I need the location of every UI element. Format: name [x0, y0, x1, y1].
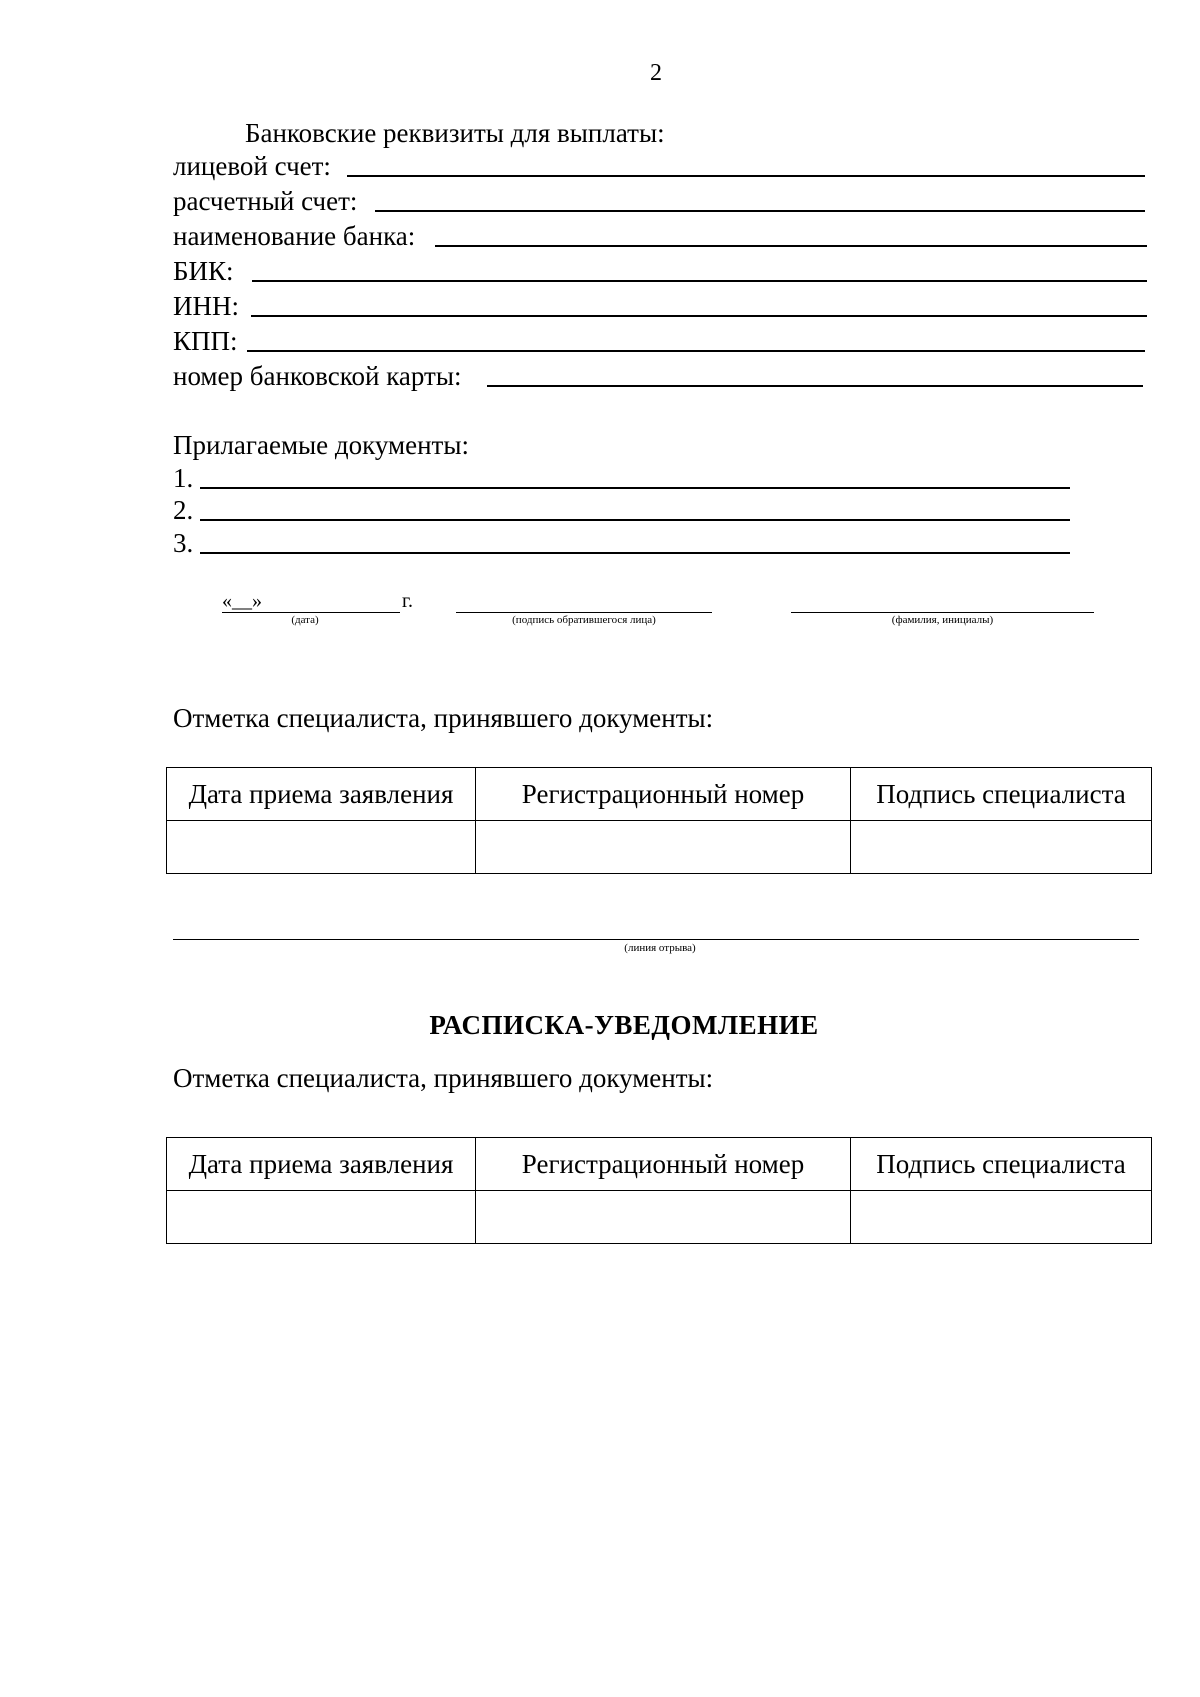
receipt-table	[166, 1137, 1152, 1244]
cell-registration-number[interactable]	[476, 1191, 851, 1244]
bank-details-heading: Банковские реквизиты для выплаты:	[245, 118, 665, 148]
field-label-card-number: номер банковской карты:	[173, 361, 462, 391]
attachment-number-1: 1.	[173, 463, 194, 493]
attachment-number-2: 2.	[173, 495, 194, 525]
field-line-kpp[interactable]	[247, 350, 1145, 352]
attachment-line-2[interactable]	[200, 519, 1070, 521]
page-number: 2	[650, 60, 662, 86]
signature-caption: (подпись обратившегося лица)	[512, 614, 656, 626]
field-line-account[interactable]	[347, 175, 1145, 177]
cut-line-caption: (линия отрыва)	[624, 942, 696, 954]
field-label-kpp: КПП:	[173, 326, 238, 356]
name-line[interactable]	[791, 612, 1094, 613]
specialist-note: Отметка специалиста, принявшего документы:	[173, 703, 714, 733]
header-registration-number: Регистрационный номер	[476, 768, 851, 821]
field-label-account: лицевой счет:	[173, 151, 331, 181]
field-label-bik: БИК:	[173, 256, 234, 286]
field-label-bank-name: наименование банка:	[173, 221, 416, 251]
table-header-row	[167, 768, 1152, 821]
date-prefix: «__»	[222, 590, 262, 612]
cell-date[interactable]	[167, 821, 476, 874]
attachment-line-3[interactable]	[200, 552, 1070, 554]
date-suffix: г.	[402, 590, 413, 612]
signature-line[interactable]	[456, 612, 712, 613]
cut-line	[173, 939, 1139, 940]
attachments-heading: Прилагаемые документы:	[173, 430, 469, 460]
header-date: Дата приема заявления	[167, 1138, 476, 1191]
header-specialist-signature: Подпись специалиста	[851, 768, 1152, 821]
receipt-title: РАСПИСКА-УВЕДОМЛЕНИЕ	[429, 1010, 819, 1040]
cell-specialist-signature[interactable]	[851, 1191, 1152, 1244]
field-line-inn[interactable]	[251, 315, 1147, 317]
table-header-row	[167, 1138, 1152, 1191]
header-registration-number: Регистрационный номер	[476, 1138, 851, 1191]
header-date: Дата приема заявления	[167, 768, 476, 821]
date-line[interactable]	[222, 612, 400, 613]
attachment-number-3: 3.	[173, 528, 194, 558]
table-row	[167, 821, 1152, 874]
field-line-card-number[interactable]	[487, 385, 1143, 387]
cell-specialist-signature[interactable]	[851, 821, 1152, 874]
specialist-table	[166, 767, 1152, 874]
cell-registration-number[interactable]	[476, 821, 851, 874]
cell-date[interactable]	[167, 1191, 476, 1244]
field-label-settlement-account: расчетный счет:	[173, 186, 358, 216]
receipt-specialist-note: Отметка специалиста, принявшего документы:	[173, 1063, 714, 1093]
header-specialist-signature: Подпись специалиста	[851, 1138, 1152, 1191]
field-label-inn: ИНН:	[173, 291, 239, 321]
attachment-line-1[interactable]	[200, 487, 1070, 489]
field-line-bik[interactable]	[252, 280, 1147, 282]
name-caption: (фамилия, инициалы)	[891, 614, 994, 626]
field-line-settlement-account[interactable]	[375, 210, 1145, 212]
field-line-bank-name[interactable]	[435, 245, 1147, 247]
table-row	[167, 1191, 1152, 1244]
date-caption: (дата)	[291, 614, 319, 626]
